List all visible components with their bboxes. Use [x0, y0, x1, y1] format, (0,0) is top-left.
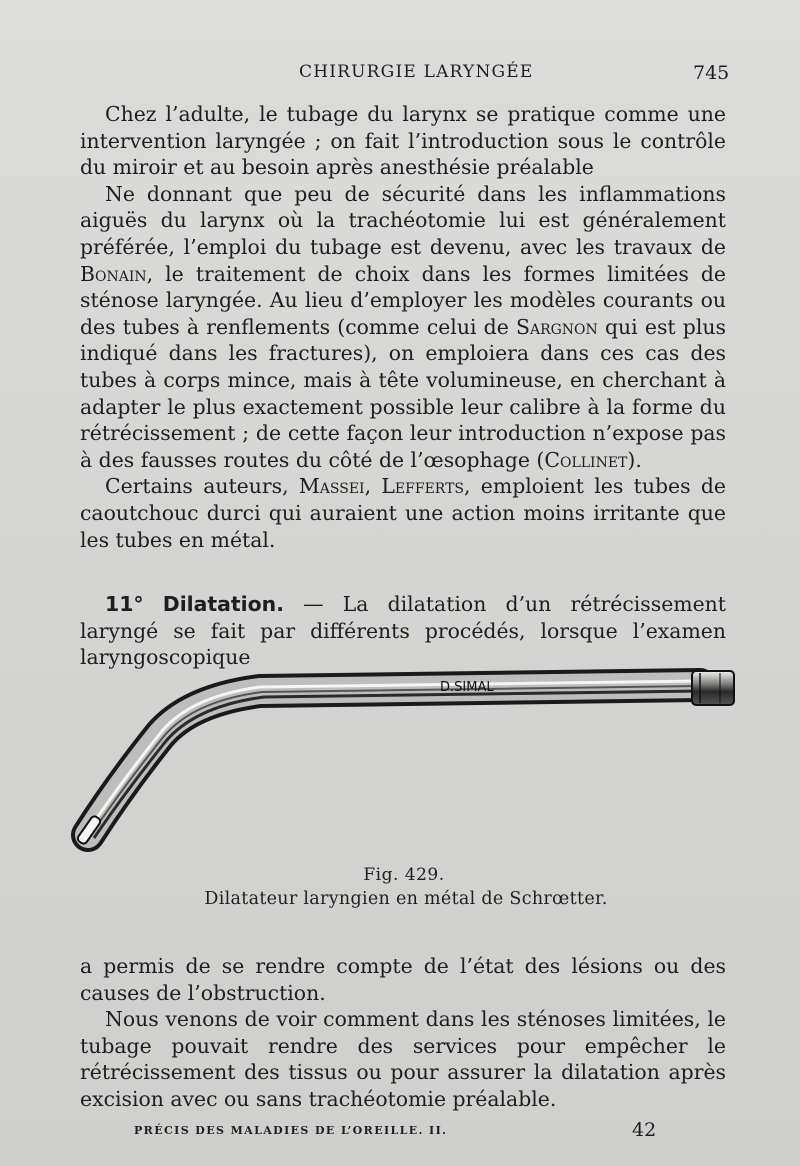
figure-caption: Dilatateur laryngien en métal de Schrœtter.	[204, 889, 608, 909]
page-header	[0, 60, 800, 90]
paragraph-rubber-tubes: Certains auteurs, Massei, Lefferts, emploient les tubes de caoutchouc durci qui auraient une action moins irritante que les tubes en métal.	[80, 474, 726, 552]
footer-book-title: PRÉCIS DES MALADIES DE L’OREILLE. II.	[134, 1124, 448, 1137]
figure-dilator	[60, 665, 750, 865]
page-footer	[0, 1118, 800, 1148]
paragraph-stenoses: Nous venons de voir comment dans les sténoses limitées, le tubage pouvait rendre des services pour empêcher le rétrécissement des tissus ou pour assurer la dilatation après excision avec ou sans trachéotomie préalable.	[80, 1007, 726, 1111]
paragraph-adult-tubage: Chez l’adulte, le tubage du larynx se pratique comme une intervention laryngée ; on fait l’introduction sous le contrôle du miroir et au besoin après anesthésie préalable	[80, 102, 726, 180]
engraver-signature: D.SIMAL	[440, 680, 494, 695]
section-heading-paragraph: 11° Dilatation. — La dilatation d’un rétrécissement laryngé se fait par différents procédés, lorsque l’examen laryngoscopique	[80, 592, 726, 670]
footer-signature: 42	[632, 1119, 657, 1141]
paragraph-continuation: a permis de se rendre compte de l’état des lésions ou des causes de l’obstruction.	[80, 954, 726, 1005]
author-bonain: Bonain	[80, 261, 147, 286]
author-collinet: Collinet	[544, 447, 628, 472]
author-lefferts: Lefferts	[381, 474, 465, 499]
figure-label: Fig. 429.	[363, 865, 445, 885]
dilator-illustration	[60, 665, 750, 865]
running-title: CHIRURGIE LARYNGÉE	[299, 62, 534, 82]
text-block-tubage	[80, 101, 726, 553]
section-number: 11°	[105, 592, 144, 616]
section-title: Dilatation.	[162, 592, 284, 616]
section-dilatation	[80, 591, 726, 671]
text-block-continuation	[80, 953, 726, 1113]
author-massei: Massei	[298, 474, 365, 499]
author-sargnon: Sargnon	[516, 314, 598, 339]
paragraph-tubage-choice: Ne donnant que peu de sécurité dans les inflammations aiguës du larynx où la trachéotomie lui est généralement préférée, l’emploi du tubage est devenu, avec les travaux de Bonain, le traitement de choix dans les formes limitées de sténose laryngée. Au lieu d’employer les modèles courants ou des tubes à renflements (comme celui de Sargnon qui est plus indiqué dans les fractures), on emploiera dans ces cas des tubes à corps mince, mais à tête volumineuse, en cherchant à adapter le plus exactement possible leur calibre à la forme du rétrécissement ; de cette façon leur introduction n’expose pas à des fausses routes du côté de l’œsophage (Collinet).	[80, 181, 726, 472]
dilator-handle	[692, 671, 734, 705]
page-number: 745	[693, 62, 730, 84]
